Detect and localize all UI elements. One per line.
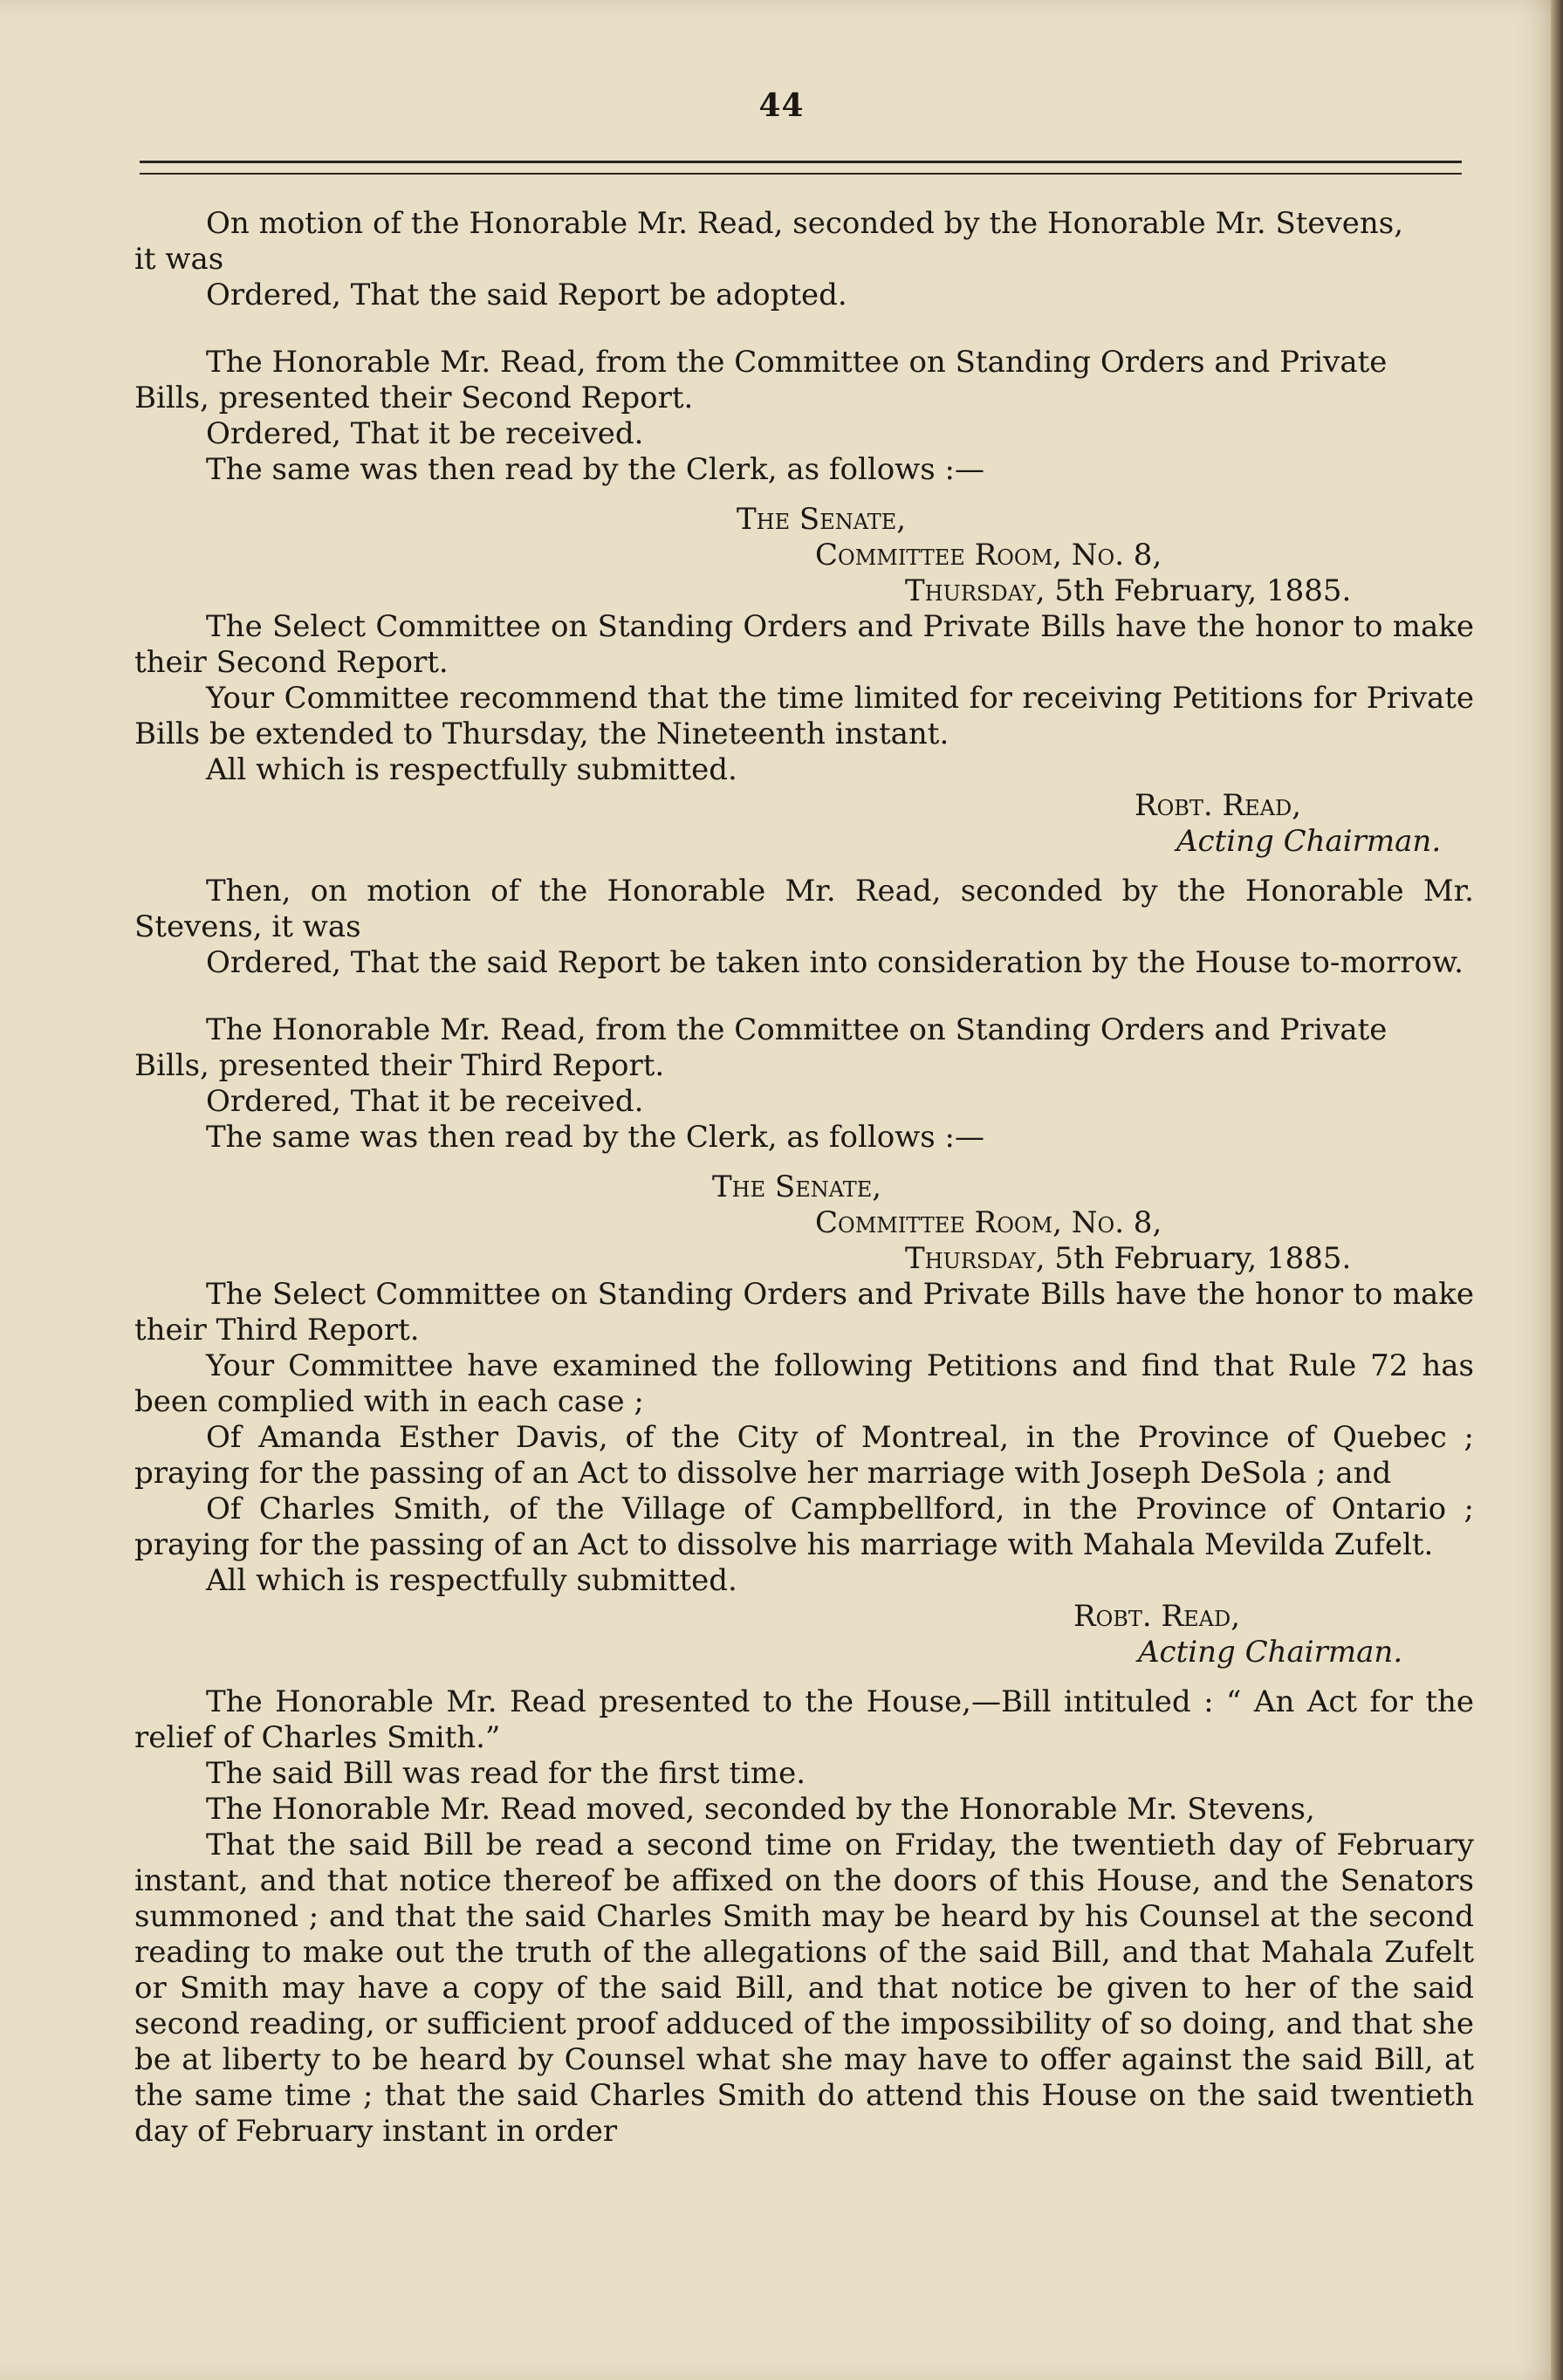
report-intro: The Honorable Mr. Read, from the Committee on Standing Orders and Private [206, 345, 1388, 380]
read-line: The same was then read by the Clerk, as follows :— [206, 452, 984, 487]
header-date [134, 1241, 1474, 1277]
report-body: All which is respectfully submitted. [206, 752, 737, 787]
report-intro: Bills, presented their Third Report. [134, 1048, 665, 1083]
header-room: Committee Room, No. 8, [815, 538, 1162, 573]
signature-title: Acting Chairman. [1138, 1635, 1403, 1670]
header-date-text: 5th February, 1885. [1045, 1241, 1352, 1276]
report-body: The Select Committee on Standing Orders and Private Bills have the honor to make their Third Report. [134, 1277, 1474, 1348]
report-intro: The Honorable Mr. Read, from the Committee on Standing Orders and Private [206, 1012, 1388, 1047]
header-rule [140, 161, 1462, 163]
header-day: Thursday, [905, 573, 1045, 608]
petition-paragraph: Of Amanda Esther Davis, of the City of Montreal, in the Province of Quebec ; praying for the passing of an Act to dissolve her marriage with Joseph DeSola ; and [134, 1420, 1474, 1491]
header-day: Thursday, [905, 1241, 1045, 1276]
header-senate: The Senate, [712, 1169, 882, 1204]
signature-name: Robt. Read, [1073, 1599, 1241, 1634]
petition-paragraph: Of Charles Smith, of the Village of Campbellford, in the Province of Ontario ; praying for the passing of an Act to dissolve his marriage with Mahala Mevilda Zufelt. [134, 1492, 1474, 1562]
report-body: All which is respectfully submitted. [206, 1563, 737, 1598]
order-line: Ordered, That it be received. [206, 416, 644, 451]
motion-paragraph: Then, on motion of the Honorable Mr. Read, seconded by the Honorable Mr. Stevens, it was [134, 874, 1474, 944]
order-line: Ordered, That the said Report be adopted. [206, 278, 847, 312]
signature-title: Acting Chairman. [1176, 824, 1442, 859]
report-intro: Bills, presented their Second Report. [134, 381, 694, 415]
report-body: Your Committee have examined the following Petitions and find that Rule 72 has been complied with in each case ; [134, 1348, 1474, 1419]
header-room: Committee Room, No. 8, [815, 1205, 1162, 1240]
page-number: 44 [758, 87, 805, 124]
motion-line: it was [134, 242, 224, 277]
report-body: The Select Committee on Standing Orders and Private Bills have the honor to make their Second Report. [134, 609, 1474, 680]
header-date-text: 5th February, 1885. [1045, 573, 1352, 608]
order-paragraph: Ordered, That the said Report be taken into consideration by the House to-morrow. [206, 945, 1464, 980]
header-senate: The Senate, [737, 502, 907, 537]
order-line: Ordered, That it be received. [206, 1084, 644, 1119]
read-line: The same was then read by the Clerk, as follows :— [206, 1120, 984, 1155]
bill-paragraph: The said Bill was read for the first time. [206, 1756, 806, 1791]
page-body [134, 206, 1474, 2150]
header-rule-thin [140, 173, 1462, 175]
signature-name: Robt. Read, [1135, 788, 1302, 823]
motion-line: On motion of the Honorable Mr. Read, seconded by the Honorable Mr. Stevens, [206, 206, 1404, 241]
report-body: Your Committee recommend that the time limited for receiving Petitions for Private Bills be extended to Thursday, the Nineteenth instant. [134, 681, 1474, 751]
header-date [134, 573, 1474, 609]
bill-paragraph: The Honorable Mr. Read moved, seconded by the Honorable Mr. Stevens, [206, 1792, 1315, 1827]
page-edge-shadow [1551, 0, 1563, 2380]
bill-paragraph: The Honorable Mr. Read presented to the House,—Bill intituled : “ An Act for the relief of Charles Smith.” [134, 1684, 1474, 1755]
bill-paragraph: That the said Bill be read a second time on Friday, the twentieth day of February instant, and that notice thereof be affixed on the doors of this House, and the Senators summoned ; and that the said Charles Smith may be heard by his Counsel at the second reading to make out the truth of the allegations of the said Bill, and that Mahala Zufelt or Smith may have a copy of the said Bill, and that notice be given to her of the said second reading, or sufficient proof adduced of the impossibility of so doing, and that she be at liberty to be heard by Counsel what she may have to offer against the said Bill, at the same time ; that the said Charles Smith do attend this House on the said twentieth day of February instant in order [134, 1828, 1474, 2149]
